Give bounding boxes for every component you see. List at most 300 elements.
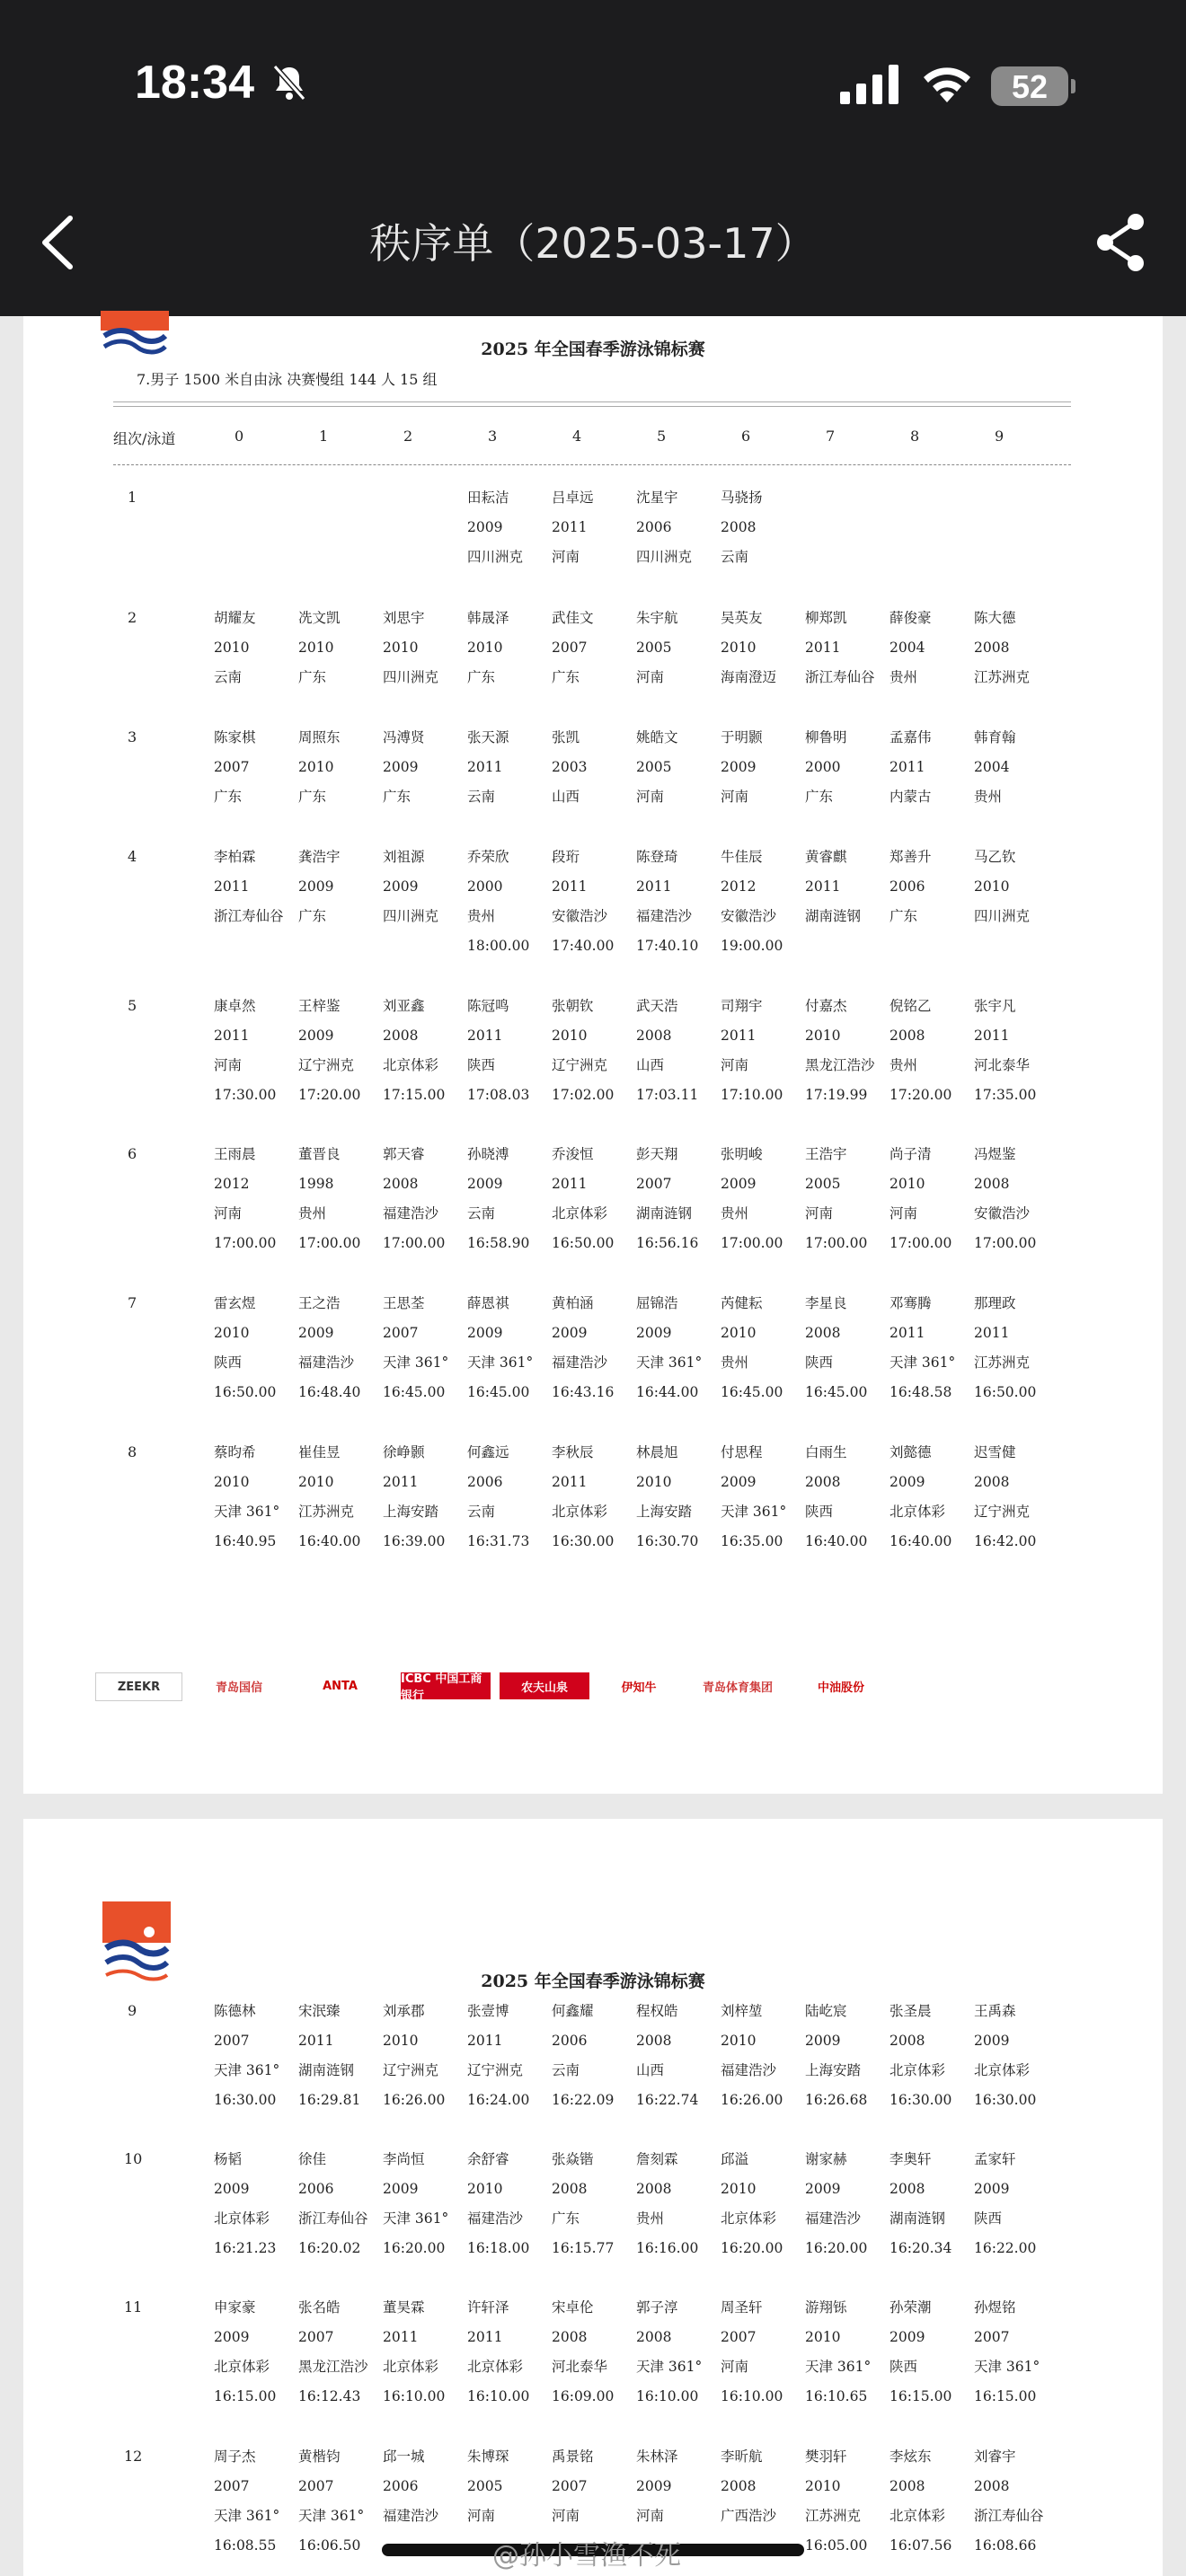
swimmer-year: 2006 — [890, 878, 925, 895]
swimmer-time: 16:22.00 — [974, 2240, 1037, 2256]
swimmer-name: 李奥轩 — [890, 2151, 932, 2167]
swimmer-team: 河南 — [214, 1205, 243, 1222]
swimmer-team: 湖南涟钢 — [636, 1205, 693, 1222]
swimmer-year: 2010 — [890, 1176, 925, 1192]
watermark: @孙小雪渔不死 — [492, 2540, 681, 2572]
swimmer-year: 2008 — [636, 2181, 672, 2197]
swimmer-name: 胡耀友 — [214, 610, 256, 626]
swimmer-name: 刘承郡 — [383, 2003, 425, 2019]
swimmer-year: 2010 — [298, 640, 334, 656]
swimmer-year: 2009 — [805, 2033, 841, 2049]
swimmer-time: 16:40.00 — [298, 1533, 361, 1549]
swimmer-year: 2008 — [890, 1028, 925, 1044]
swimmer-year: 2009 — [890, 1474, 925, 1490]
swimmer-team: 贵州 — [636, 2210, 665, 2227]
swimmer-name: 程权皓 — [636, 2003, 678, 2019]
swimmer-year: 2010 — [974, 878, 1010, 895]
swimmer-time: 17:02.00 — [552, 1087, 615, 1103]
swimmer-year: 2009 — [383, 2181, 419, 2197]
swimmer-team: 天津 361° — [636, 1354, 703, 1371]
swimmer-year: 2004 — [974, 759, 1010, 775]
swimmer-name: 田耘洁 — [467, 490, 509, 506]
swimmer-name: 芮健耘 — [721, 1295, 763, 1311]
event-subtitle: 7.男子 1500 米自由泳 决赛慢组 144 人 15 组 — [137, 371, 438, 388]
swimmer-year: 2011 — [552, 519, 588, 535]
swimmer-name: 孙晓溥 — [467, 1146, 509, 1162]
swimmer-team: 广东 — [805, 789, 834, 805]
lane-header: 9 — [995, 428, 1005, 445]
swimmer-time: 16:45.00 — [383, 1384, 446, 1400]
swimmer-time: 16:22.09 — [552, 2092, 615, 2108]
swimmer-time: 16:31.73 — [467, 1533, 530, 1549]
swimmer-team: 江苏洲克 — [974, 669, 1031, 685]
swimmer-year: 2011 — [383, 2329, 419, 2345]
status-time: 18:34 — [135, 57, 254, 109]
swimmer-team: 天津 361° — [298, 2508, 365, 2524]
swimmer-name: 张名皓 — [298, 2299, 341, 2316]
swimmer-name: 龚浩宇 — [298, 849, 341, 865]
swimmer-year: 1998 — [298, 1176, 334, 1192]
swimmer-year: 2007 — [552, 640, 588, 656]
swimmer-year: 2007 — [298, 2478, 334, 2494]
swimmer-name: 段珩 — [552, 849, 580, 865]
swimmer-team: 广东 — [552, 669, 580, 685]
swimmer-year: 2011 — [467, 759, 503, 775]
swimmer-year: 2009 — [721, 1474, 757, 1490]
sponsor-bar — [95, 1672, 922, 1703]
swimmer-team: 福建浩沙 — [383, 1205, 439, 1222]
swimmer-time: 16:30.00 — [214, 2092, 277, 2108]
swimmer-time: 16:15.00 — [974, 2388, 1037, 2404]
swimmer-team: 广东 — [298, 908, 327, 924]
swimmer-team: 北京体彩 — [214, 2210, 270, 2227]
swimmer-name: 宋卓伦 — [552, 2299, 594, 2316]
swimmer-name: 宋泯臻 — [298, 2003, 341, 2019]
swimmer-team: 贵州 — [974, 789, 1003, 805]
swimmer-year: 2011 — [552, 878, 588, 895]
swimmer-year: 2011 — [214, 878, 250, 895]
swimmer-team: 河南 — [214, 1057, 243, 1073]
swimmer-time: 16:48.40 — [298, 1384, 361, 1400]
swimmer-name: 乔浚恒 — [552, 1146, 594, 1162]
swimmer-time: 16:58.90 — [467, 1235, 530, 1251]
sponsor-logo: 中油股份 — [796, 1672, 886, 1699]
swimmer-time: 17:00.00 — [214, 1235, 277, 1251]
group-number: 11 — [124, 2298, 143, 2316]
swimmer-year: 2010 — [214, 1474, 250, 1490]
swimmer-name: 付嘉杰 — [805, 998, 847, 1014]
swimmer-time: 17:00.00 — [721, 1235, 783, 1251]
swimmer-team: 辽宁洲克 — [298, 1057, 355, 1073]
group-number: 9 — [128, 2002, 137, 2019]
swimmer-team: 河南 — [636, 669, 665, 685]
lane-header: 8 — [910, 428, 920, 445]
swimmer-time: 16:30.00 — [552, 1533, 615, 1549]
swimmer-time: 16:26.00 — [721, 2092, 783, 2108]
lane-header: 2 — [403, 428, 413, 445]
swimmer-team: 河南 — [636, 789, 665, 805]
swimmer-team: 四川洲克 — [383, 669, 439, 685]
document-title: 2025 年全国春季游泳锦标赛 — [481, 340, 705, 359]
swimmer-name: 陆屹宸 — [805, 2003, 847, 2019]
swimmer-team: 陕西 — [467, 1057, 496, 1073]
swimmer-name: 谢家赫 — [805, 2151, 847, 2167]
swimmer-name: 詹刻霖 — [636, 2151, 678, 2167]
swimmer-year: 2010 — [636, 1474, 672, 1490]
swimmer-team: 广东 — [890, 908, 918, 924]
swimmer-team: 辽宁洲克 — [552, 1057, 608, 1073]
swimmer-name: 杨韬 — [214, 2151, 243, 2167]
swimmer-name: 吕卓远 — [552, 490, 594, 506]
swimmer-team: 四川洲克 — [467, 549, 524, 565]
swimmer-name: 徐佳 — [298, 2151, 327, 2167]
group-number: 3 — [128, 728, 137, 745]
swimmer-name: 朱林泽 — [636, 2448, 678, 2465]
swimmer-name: 周照东 — [298, 729, 341, 745]
swimmer-team: 天津 361° — [721, 1504, 787, 1520]
swimmer-time: 16:45.00 — [721, 1384, 783, 1400]
swimmer-team: 湖南涟钢 — [890, 2210, 946, 2227]
swimmer-name: 余舒睿 — [467, 2151, 509, 2167]
swimmer-team: 山西 — [636, 2062, 665, 2078]
swimmer-name: 郭子淳 — [636, 2299, 678, 2316]
group-number: 6 — [128, 1145, 137, 1162]
swimmer-team: 安徽浩沙 — [721, 908, 777, 924]
swimmer-year: 2010 — [805, 2478, 841, 2494]
sponsor-logo: 伊知牛 — [598, 1672, 679, 1699]
battery-indicator: 52 — [991, 66, 1068, 106]
swimmer-name: 柳郑凯 — [805, 610, 847, 626]
swimmer-year: 2009 — [721, 1176, 757, 1192]
swimmer-name: 吴英友 — [721, 610, 763, 626]
swimmer-team: 天津 361° — [383, 1354, 449, 1371]
swimmer-name: 张壹博 — [467, 2003, 509, 2019]
swimmer-time: 16:40.00 — [890, 1533, 952, 1549]
swimmer-year: 2009 — [383, 878, 419, 895]
swimmer-time: 16:10.00 — [383, 2388, 446, 2404]
swimmer-name: 孙煜铭 — [974, 2299, 1016, 2316]
swimmer-name: 韩育翰 — [974, 729, 1016, 745]
swimmer-year: 2008 — [974, 1176, 1010, 1192]
swimmer-name: 张焱锴 — [552, 2151, 594, 2167]
swimmer-name: 乔荣欣 — [467, 849, 509, 865]
swimmer-time: 16:56.16 — [636, 1235, 699, 1251]
swimmer-team: 山西 — [636, 1057, 665, 1073]
swimmer-time: 16:29.81 — [298, 2092, 361, 2108]
swimmer-time: 17:00.00 — [298, 1235, 361, 1251]
swimmer-name: 武佳文 — [552, 610, 594, 626]
swimmer-team: 贵州 — [721, 1205, 749, 1222]
swimmer-team: 福建浩沙 — [636, 908, 693, 924]
swimmer-year: 2008 — [805, 1474, 841, 1490]
swimmer-team: 安徽浩沙 — [552, 908, 608, 924]
swimmer-year: 2007 — [298, 2329, 334, 2345]
sponsor-logo: ICBC 中国工商银行 — [401, 1672, 491, 1699]
swimmer-year: 2010 — [552, 1028, 588, 1044]
document-page-1 — [23, 316, 1163, 1794]
swimmer-time: 16:42.00 — [974, 1533, 1037, 1549]
swimmer-year: 2010 — [383, 2033, 419, 2049]
swimmer-team: 辽宁洲克 — [974, 1504, 1031, 1520]
swimmer-name: 刘思宇 — [383, 610, 425, 626]
swimmer-team: 北京体彩 — [974, 2062, 1031, 2078]
swimmer-team: 湖南涟钢 — [298, 2062, 355, 2078]
swimmer-team: 云南 — [721, 549, 749, 565]
swimmer-time: 16:20.34 — [890, 2240, 952, 2256]
swimmer-team: 广东 — [467, 669, 496, 685]
swimmer-name: 冯溥贤 — [383, 729, 425, 745]
swimmer-team: 四川洲克 — [636, 549, 693, 565]
swimmer-name: 陈德林 — [214, 2003, 256, 2019]
swimmer-time: 17:03.11 — [636, 1087, 699, 1103]
swimmer-year: 2012 — [721, 878, 757, 895]
swimmer-team: 陕西 — [805, 1354, 834, 1371]
group-number: 2 — [128, 609, 137, 626]
swimmer-year: 2011 — [552, 1176, 588, 1192]
group-number: 5 — [128, 997, 137, 1014]
group-number: 8 — [128, 1443, 137, 1460]
swimmer-team: 陕西 — [805, 1504, 834, 1520]
swimmer-year: 2011 — [298, 2033, 334, 2049]
swimmer-team: 北京体彩 — [383, 2359, 439, 2375]
swimmer-name: 黄睿麒 — [805, 849, 847, 865]
swimmer-name: 倪铭乙 — [890, 998, 932, 1014]
swimmer-team: 广东 — [298, 669, 327, 685]
swimmer-name: 朱博琛 — [467, 2448, 509, 2465]
swimmer-name: 王之浩 — [298, 1295, 341, 1311]
swimmer-year: 2006 — [467, 1474, 503, 1490]
swimmer-name: 陈大德 — [974, 610, 1016, 626]
swimmer-team: 广东 — [552, 2210, 580, 2227]
swimmer-name: 张朝钦 — [552, 998, 594, 1014]
swimmer-name: 张天源 — [467, 729, 509, 745]
swimmer-name: 康卓然 — [214, 998, 256, 1014]
swimmer-time: 16:10.65 — [805, 2388, 868, 2404]
swimmer-name: 迟雪健 — [974, 1444, 1016, 1460]
sponsor-logo: ZEEKR — [95, 1672, 182, 1701]
swimmer-time: 16:22.74 — [636, 2092, 699, 2108]
swimmer-team: 北京体彩 — [890, 2508, 946, 2524]
swimmer-name: 王雨晨 — [214, 1146, 256, 1162]
swimmer-name: 樊羽轩 — [805, 2448, 847, 2465]
swimmer-time: 17:40.10 — [636, 938, 699, 954]
swimmer-name: 孟嘉伟 — [890, 729, 932, 745]
swimmer-name: 马乙钦 — [974, 849, 1016, 865]
swimmer-team: 云南 — [552, 2062, 580, 2078]
swimmer-time: 16:50.00 — [214, 1384, 277, 1400]
swimmer-time: 16:24.00 — [467, 2092, 530, 2108]
swimmer-year: 2011 — [636, 878, 672, 895]
swimmer-year: 2008 — [890, 2181, 925, 2197]
swimmer-year: 2010 — [467, 640, 503, 656]
swimmer-team: 江苏洲克 — [805, 2508, 862, 2524]
swimmer-year: 2008 — [974, 2478, 1010, 2494]
swimmer-year: 2010 — [298, 1474, 334, 1490]
swimmer-team: 河南 — [890, 1205, 918, 1222]
swimmer-name: 刘亚鑫 — [383, 998, 425, 1014]
swimmer-time: 16:30.00 — [890, 2092, 952, 2108]
swimmer-name: 朱宇航 — [636, 610, 678, 626]
swimmer-time: 16:20.02 — [298, 2240, 361, 2256]
swimmer-year: 2008 — [974, 640, 1010, 656]
swimmer-year: 2005 — [805, 1176, 841, 1192]
swimmer-team: 江苏洲克 — [974, 1354, 1031, 1371]
swimmer-year: 2010 — [214, 640, 250, 656]
swimmer-team: 河南 — [467, 2508, 496, 2524]
swimmer-year: 2000 — [805, 759, 841, 775]
swimmer-year: 2009 — [636, 1325, 672, 1341]
swimmer-team: 天津 361° — [636, 2359, 703, 2375]
swimmer-time: 17:40.00 — [552, 938, 615, 954]
swimmer-team: 辽宁洲克 — [383, 2062, 439, 2078]
double-rule — [113, 401, 1071, 407]
lane-header: 3 — [488, 428, 498, 445]
swimmer-name: 于明颢 — [721, 729, 763, 745]
lane-header: 5 — [657, 428, 667, 445]
swimmer-time: 16:21.23 — [214, 2240, 277, 2256]
swimmer-year: 2009 — [383, 759, 419, 775]
lane-header: 4 — [572, 428, 582, 445]
swimmer-year: 2008 — [552, 2329, 588, 2345]
swimmer-year: 2006 — [552, 2033, 588, 2049]
swimmer-time: 17:20.00 — [890, 1087, 952, 1103]
swimmer-year: 2008 — [890, 2478, 925, 2494]
swimmer-team: 福建浩沙 — [805, 2210, 862, 2227]
swimmer-time: 16:26.68 — [805, 2092, 868, 2108]
swimmer-name: 郭天睿 — [383, 1146, 425, 1162]
swimmer-name: 付思程 — [721, 1444, 763, 1460]
swimmer-name: 李尚恒 — [383, 2151, 425, 2167]
swimmer-year: 2009 — [298, 1325, 334, 1341]
swimmer-name: 王思荃 — [383, 1295, 425, 1311]
swimmer-team: 海南澄迈 — [721, 669, 777, 685]
swimmer-team: 贵州 — [890, 1057, 918, 1073]
swimmer-team: 山西 — [552, 789, 580, 805]
swimmer-time: 17:19.99 — [805, 1087, 868, 1103]
swimmer-year: 2010 — [721, 2033, 757, 2049]
swimmer-team: 河南 — [805, 1205, 834, 1222]
swimmer-team: 天津 361° — [467, 1354, 534, 1371]
sponsor-logo: 青岛国信 — [194, 1672, 284, 1699]
swimmer-time: 16:35.00 — [721, 1533, 783, 1549]
wifi-icon — [921, 63, 973, 104]
swimmer-team: 广西浩沙 — [721, 2508, 777, 2524]
swimmer-team: 天津 361° — [383, 2210, 449, 2227]
swimmer-year: 2007 — [383, 1325, 419, 1341]
swimmer-team: 北京体彩 — [890, 1504, 946, 1520]
swimmer-name: 王禹森 — [974, 2003, 1016, 2019]
swimmer-name: 那理政 — [974, 1295, 1016, 1311]
swimmer-year: 2011 — [890, 1325, 925, 1341]
lane-header: 0 — [235, 428, 244, 445]
swimmer-team: 福建浩沙 — [298, 1354, 355, 1371]
swimmer-name: 雷玄煜 — [214, 1295, 256, 1311]
group-number: 7 — [128, 1294, 137, 1311]
swimmer-year: 2011 — [214, 1028, 250, 1044]
swimmer-year: 2007 — [214, 2478, 250, 2494]
swimmer-team: 上海安踏 — [636, 1504, 693, 1520]
swimmer-year: 2008 — [383, 1176, 419, 1192]
swimmer-name: 沈星宇 — [636, 490, 678, 506]
swimmer-name: 崔佳昱 — [298, 1444, 341, 1460]
swimmer-year: 2008 — [974, 1474, 1010, 1490]
swimmer-year: 2009 — [298, 1028, 334, 1044]
swimmer-name: 林晨旭 — [636, 1444, 678, 1460]
swimmer-year: 2008 — [552, 2181, 588, 2197]
swimmer-time: 16:20.00 — [805, 2240, 868, 2256]
swimmer-team: 福建浩沙 — [721, 2062, 777, 2078]
swimmer-name: 尚子清 — [890, 1146, 932, 1162]
group-number: 4 — [128, 848, 137, 865]
swimmer-year: 2010 — [383, 640, 419, 656]
swimmer-team: 安徽浩沙 — [974, 1205, 1031, 1222]
bell-muted-icon — [270, 63, 309, 102]
swimmer-year: 2012 — [214, 1176, 250, 1192]
swimmer-team: 天津 361° — [805, 2359, 872, 2375]
swimmer-year: 2009 — [214, 2329, 250, 2345]
swimmer-year: 2010 — [805, 2329, 841, 2345]
swimmer-name: 何鑫耀 — [552, 2003, 594, 2019]
swimmer-year: 2008 — [636, 2033, 672, 2049]
swimmer-team: 天津 361° — [890, 1354, 956, 1371]
swimmer-time: 16:20.00 — [383, 2240, 446, 2256]
swimmer-year: 2009 — [974, 2181, 1010, 2197]
swimmer-year: 2005 — [467, 2478, 503, 2494]
swimmer-name: 武天浩 — [636, 998, 678, 1014]
swimmer-time: 16:10.00 — [467, 2388, 530, 2404]
swimmer-team: 上海安踏 — [805, 2062, 862, 2078]
swimmer-name: 邱溢 — [721, 2151, 749, 2167]
swimmer-name: 周子杰 — [214, 2448, 256, 2465]
swimmer-time: 16:06.50 — [298, 2537, 361, 2554]
swimmer-time: 16:09.00 — [552, 2388, 615, 2404]
swimmer-year: 2007 — [721, 2329, 757, 2345]
swimmer-name: 何鑫远 — [467, 1444, 509, 1460]
swimmer-time: 17:35.00 — [974, 1087, 1037, 1103]
swimmer-year: 2008 — [636, 2329, 672, 2345]
swimmer-name: 刘懿德 — [890, 1444, 932, 1460]
share-icon[interactable] — [1094, 211, 1148, 274]
swimmer-team: 云南 — [467, 1504, 496, 1520]
swimmer-name: 张圣晨 — [890, 2003, 932, 2019]
swimmer-time: 16:08.55 — [214, 2537, 277, 2554]
swimmer-name: 刘祖源 — [383, 849, 425, 865]
swimmer-name: 董昊霖 — [383, 2299, 425, 2316]
swimmer-name: 刘梓堃 — [721, 2003, 763, 2019]
swimmer-team: 河南 — [721, 1057, 749, 1073]
swimmer-time: 16:48.58 — [890, 1384, 952, 1400]
swimmer-name: 邓骞腾 — [890, 1295, 932, 1311]
swimmer-team: 浙江寿仙谷 — [214, 908, 284, 924]
swimmer-time: 16:08.66 — [974, 2537, 1037, 2554]
swimmer-name: 李炫东 — [890, 2448, 932, 2465]
group-number: 1 — [128, 489, 137, 506]
swimmer-team: 辽宁洲克 — [467, 2062, 524, 2078]
swimmer-name: 王梓鉴 — [298, 998, 341, 1014]
swimmer-name: 张明峻 — [721, 1146, 763, 1162]
swimmer-name: 柳鲁明 — [805, 729, 847, 745]
swimmer-name: 李昕航 — [721, 2448, 763, 2465]
swimmer-name: 司翔宇 — [721, 998, 763, 1014]
swimmer-year: 2008 — [383, 1028, 419, 1044]
swimmer-time: 16:45.00 — [467, 1384, 530, 1400]
swimmer-year: 2010 — [721, 2181, 757, 2197]
swimmer-team: 广东 — [214, 789, 243, 805]
swimmer-time: 16:44.00 — [636, 1384, 699, 1400]
swimmer-name: 白雨生 — [805, 1444, 847, 1460]
swimmer-time: 16:07.56 — [890, 2537, 952, 2554]
swimmer-team: 天津 361° — [974, 2359, 1040, 2375]
